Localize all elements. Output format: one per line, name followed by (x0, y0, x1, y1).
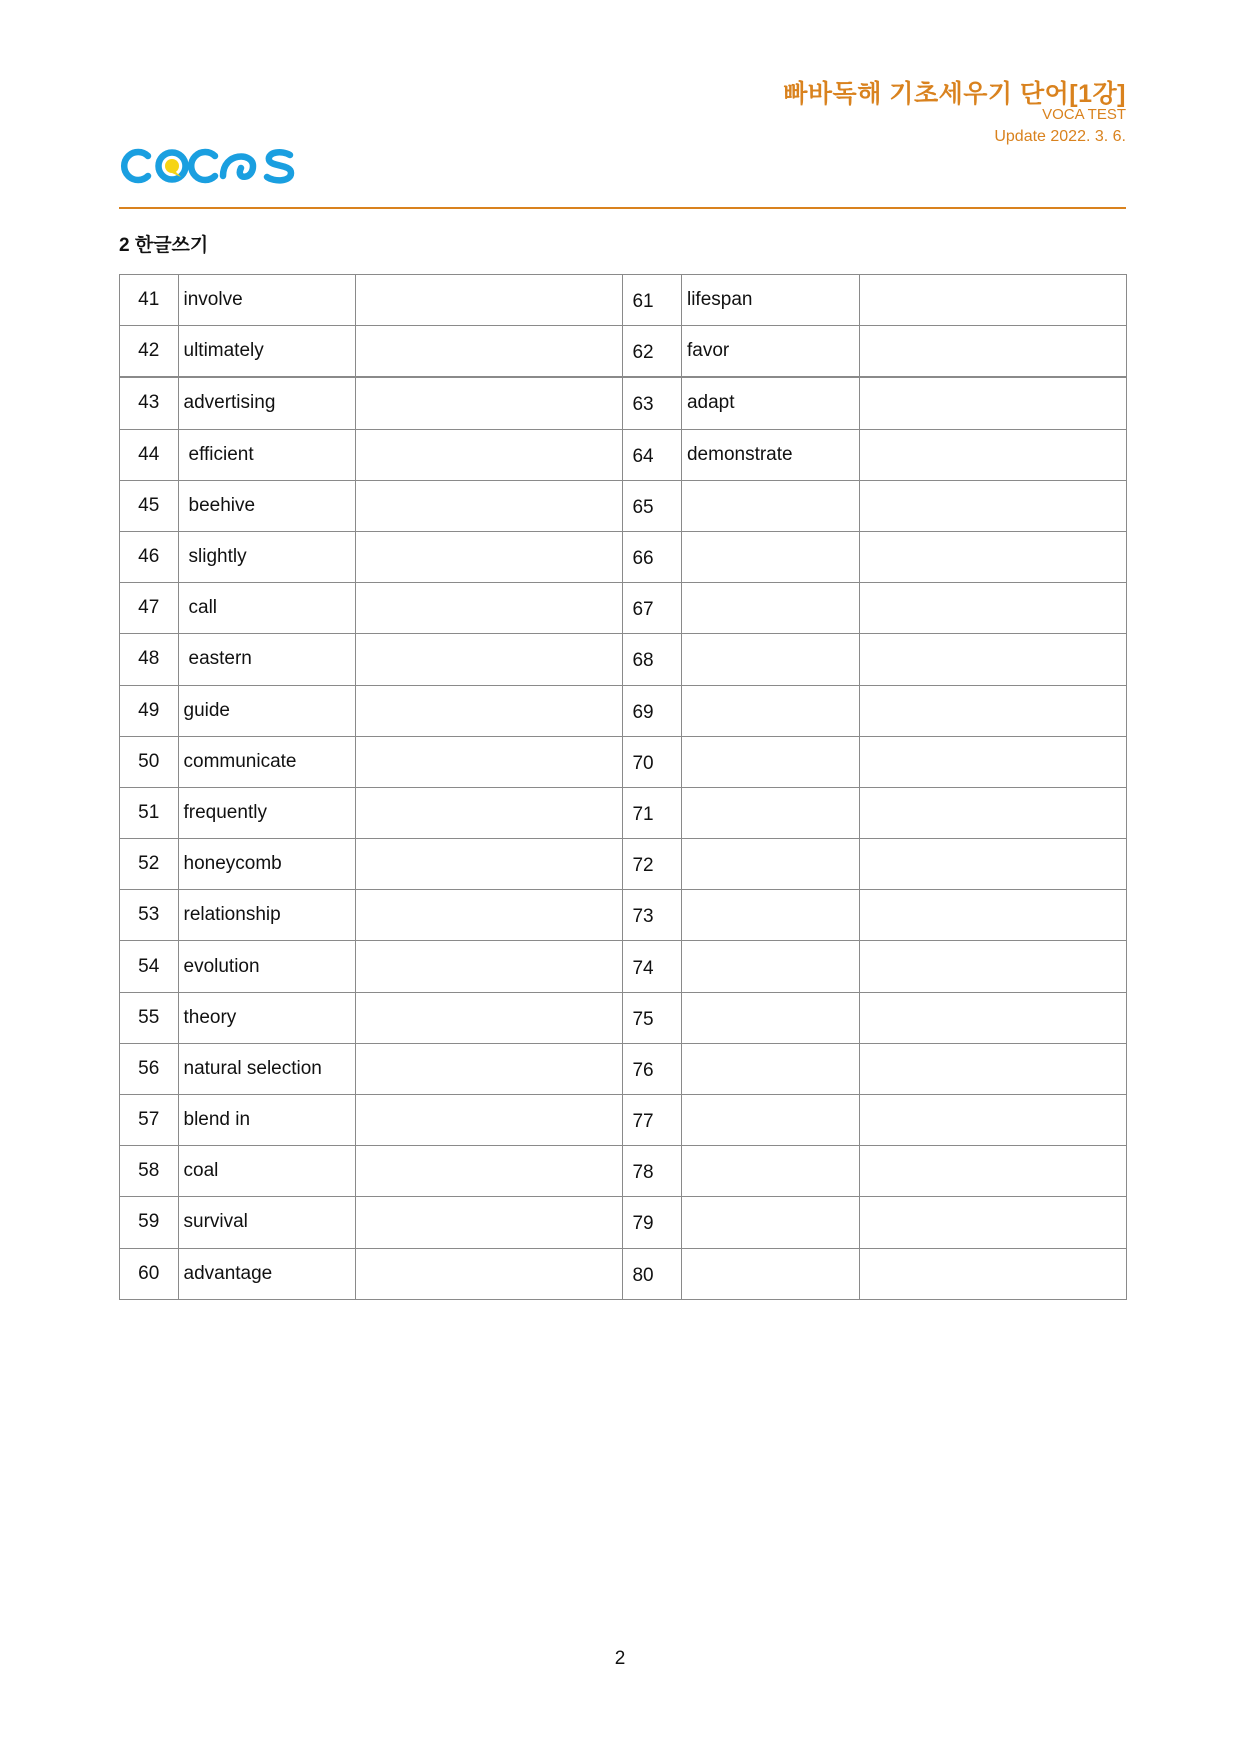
table-row (120, 685, 1127, 736)
right-number-cell: 79 (623, 1197, 682, 1248)
left-word-cell: beehive (178, 480, 356, 531)
table-row (120, 1043, 1127, 1094)
left-answer-cell (356, 583, 623, 634)
right-word-cell: favor (681, 326, 859, 378)
right-word-cell (681, 736, 859, 787)
left-answer-cell (356, 1146, 623, 1197)
left-number-cell: 60 (120, 1248, 179, 1299)
left-number-cell: 45 (120, 480, 179, 531)
vocab-table (119, 274, 1127, 1300)
right-word-cell (681, 839, 859, 890)
right-word-cell (681, 1248, 859, 1299)
right-answer-cell (859, 480, 1126, 531)
left-answer-cell (356, 377, 623, 429)
right-number-cell: 64 (623, 429, 682, 480)
table-row (120, 429, 1127, 480)
table-row (120, 326, 1127, 378)
right-word-cell (681, 1146, 859, 1197)
table-row (120, 583, 1127, 634)
table-row (120, 1248, 1127, 1299)
left-number-cell: 48 (120, 634, 179, 685)
right-answer-cell (859, 634, 1126, 685)
table-row (120, 992, 1127, 1043)
left-number-cell: 54 (120, 941, 179, 992)
table-row (120, 275, 1127, 326)
right-answer-cell (859, 1146, 1126, 1197)
left-answer-cell (356, 890, 623, 941)
left-number-cell: 57 (120, 1095, 179, 1146)
left-word-cell: involve (178, 275, 356, 326)
left-number-cell: 46 (120, 531, 179, 582)
right-number-cell: 62 (623, 326, 682, 378)
table-row (120, 634, 1127, 685)
right-number-cell: 68 (623, 634, 682, 685)
right-number-cell: 66 (623, 531, 682, 582)
right-answer-cell (859, 890, 1126, 941)
right-number-cell: 69 (623, 685, 682, 736)
right-word-cell: lifespan (681, 275, 859, 326)
right-word-cell (681, 480, 859, 531)
left-word-cell: advertising (178, 377, 356, 429)
left-answer-cell (356, 1043, 623, 1094)
left-answer-cell (356, 634, 623, 685)
header-divider (119, 207, 1126, 209)
right-answer-cell (859, 531, 1126, 582)
right-word-cell (681, 685, 859, 736)
right-answer-cell (859, 685, 1126, 736)
left-number-cell: 41 (120, 275, 179, 326)
right-answer-cell (859, 583, 1126, 634)
left-word-cell: guide (178, 685, 356, 736)
right-number-cell: 77 (623, 1095, 682, 1146)
left-word-cell: relationship (178, 890, 356, 941)
right-word-cell (681, 1095, 859, 1146)
left-word-cell: evolution (178, 941, 356, 992)
left-word-cell: efficient (178, 429, 356, 480)
right-number-cell: 78 (623, 1146, 682, 1197)
table-row (120, 736, 1127, 787)
left-answer-cell (356, 992, 623, 1043)
right-answer-cell (859, 736, 1126, 787)
left-word-cell: advantage (178, 1248, 356, 1299)
logo-letter-o2 (223, 157, 253, 177)
table-row (120, 1197, 1127, 1248)
right-number-cell: 67 (623, 583, 682, 634)
left-answer-cell (356, 1197, 623, 1248)
left-answer-cell (356, 787, 623, 838)
table-row (120, 890, 1127, 941)
left-word-cell: call (178, 583, 356, 634)
cocos-logo (119, 146, 297, 186)
right-answer-cell (859, 326, 1126, 378)
left-answer-cell (356, 1095, 623, 1146)
right-number-cell: 61 (623, 275, 682, 326)
left-word-cell: coal (178, 1146, 356, 1197)
left-word-cell: slightly (178, 531, 356, 582)
logo-speech-dot (165, 159, 179, 173)
table-row (120, 787, 1127, 838)
right-answer-cell (859, 839, 1126, 890)
table-row (120, 1095, 1127, 1146)
left-word-cell: blend in (178, 1095, 356, 1146)
right-word-cell (681, 583, 859, 634)
table-row (120, 839, 1127, 890)
left-answer-cell (356, 480, 623, 531)
right-number-cell: 74 (623, 941, 682, 992)
left-answer-cell (356, 736, 623, 787)
left-answer-cell (356, 941, 623, 992)
left-number-cell: 59 (120, 1197, 179, 1248)
right-number-cell: 63 (623, 377, 682, 429)
left-word-cell: eastern (178, 634, 356, 685)
left-word-cell: ultimately (178, 326, 356, 378)
right-answer-cell (859, 377, 1126, 429)
logo-letter-c2 (191, 152, 215, 180)
left-number-cell: 43 (120, 377, 179, 429)
left-answer-cell (356, 429, 623, 480)
left-number-cell: 50 (120, 736, 179, 787)
left-number-cell: 53 (120, 890, 179, 941)
right-word-cell (681, 787, 859, 838)
right-answer-cell (859, 787, 1126, 838)
left-answer-cell (356, 531, 623, 582)
table-row (120, 531, 1127, 582)
left-number-cell: 42 (120, 326, 179, 378)
left-answer-cell (356, 839, 623, 890)
right-answer-cell (859, 992, 1126, 1043)
right-answer-cell (859, 1095, 1126, 1146)
right-number-cell: 80 (623, 1248, 682, 1299)
document-title: 빠바독해 기초세우기 단어[1강] (783, 80, 1126, 108)
right-number-cell: 71 (623, 787, 682, 838)
left-number-cell: 47 (120, 583, 179, 634)
right-answer-cell (859, 429, 1126, 480)
left-number-cell: 49 (120, 685, 179, 736)
right-word-cell (681, 531, 859, 582)
left-word-cell: communicate (178, 736, 356, 787)
left-number-cell: 51 (120, 787, 179, 838)
logo-letter-c1 (124, 152, 148, 180)
section-title: 2 한글쓰기 (119, 235, 209, 256)
right-word-cell (681, 890, 859, 941)
right-word-cell (681, 992, 859, 1043)
left-word-cell: theory (178, 992, 356, 1043)
right-answer-cell (859, 1043, 1126, 1094)
left-number-cell: 52 (120, 839, 179, 890)
update-date: Update 2022. 3. 6. (994, 128, 1126, 145)
right-word-cell: demonstrate (681, 429, 859, 480)
right-word-cell: adapt (681, 377, 859, 429)
left-word-cell: natural selection (178, 1043, 356, 1094)
table-row (120, 941, 1127, 992)
left-answer-cell (356, 1248, 623, 1299)
right-number-cell: 73 (623, 890, 682, 941)
left-answer-cell (356, 326, 623, 378)
right-answer-cell (859, 1197, 1126, 1248)
left-answer-cell (356, 685, 623, 736)
right-number-cell: 70 (623, 736, 682, 787)
left-number-cell: 58 (120, 1146, 179, 1197)
left-number-cell: 55 (120, 992, 179, 1043)
left-number-cell: 56 (120, 1043, 179, 1094)
table-row (120, 1146, 1127, 1197)
right-number-cell: 65 (623, 480, 682, 531)
logo-letter-s (267, 152, 291, 180)
page-number: 2 (614, 1648, 626, 1669)
right-word-cell (681, 1197, 859, 1248)
document-subtitle: VOCA TEST (1042, 106, 1126, 123)
right-word-cell (681, 1043, 859, 1094)
right-number-cell: 75 (623, 992, 682, 1043)
left-answer-cell (356, 275, 623, 326)
right-answer-cell (859, 275, 1126, 326)
left-word-cell: honeycomb (178, 839, 356, 890)
right-number-cell: 76 (623, 1043, 682, 1094)
table-row (120, 480, 1127, 531)
table-row (120, 377, 1127, 429)
right-word-cell (681, 941, 859, 992)
left-word-cell: survival (178, 1197, 356, 1248)
right-number-cell: 72 (623, 839, 682, 890)
right-word-cell (681, 634, 859, 685)
right-answer-cell (859, 1248, 1126, 1299)
right-answer-cell (859, 941, 1126, 992)
left-word-cell: frequently (178, 787, 356, 838)
left-number-cell: 44 (120, 429, 179, 480)
